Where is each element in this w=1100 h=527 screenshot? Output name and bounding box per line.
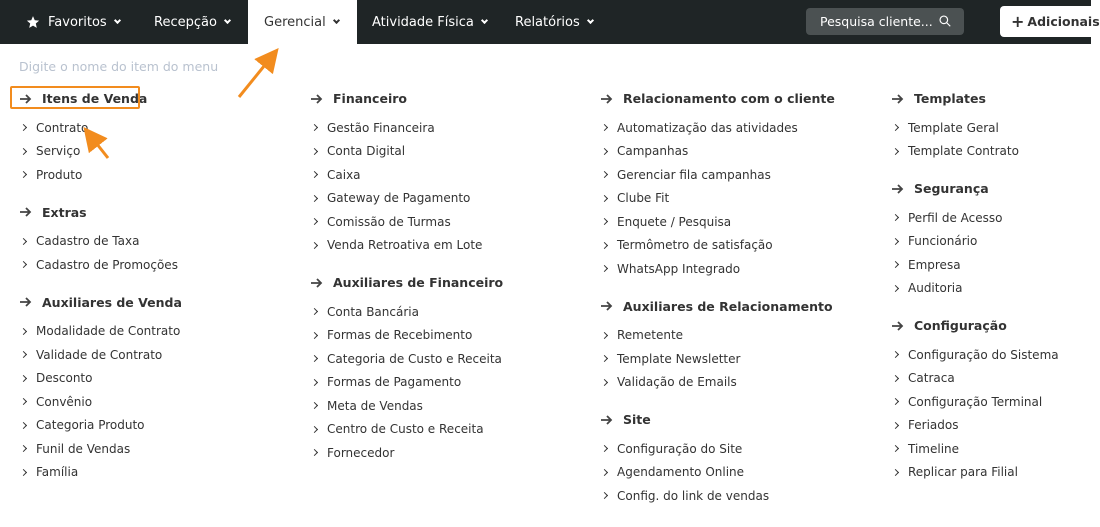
menu-item-label: Auditoria xyxy=(908,281,963,296)
menu-item-desconto[interactable] xyxy=(19,367,182,391)
chevron-right-icon xyxy=(20,469,27,476)
section-title xyxy=(310,273,503,292)
chevron-down-icon xyxy=(333,16,340,23)
section-title xyxy=(19,293,182,312)
menu-item-label: Campanhas xyxy=(617,144,689,159)
menu-item-label: WhatsApp Integrado xyxy=(617,261,741,276)
section-title-label: Auxiliares de Relacionamento xyxy=(623,298,833,314)
chevron-down-icon xyxy=(114,16,121,23)
menu-section-relacionamento-com-o-cliente xyxy=(600,89,835,281)
menu-item-conta-bancaria[interactable] xyxy=(310,300,503,324)
chevron-right-icon xyxy=(601,469,608,476)
nav-relatorios-label: Relatórios xyxy=(515,14,580,30)
chevron-down-icon xyxy=(587,16,594,23)
chevron-right-icon xyxy=(311,124,318,131)
chevron-right-icon xyxy=(311,242,318,249)
menu-section-configuracao xyxy=(891,316,1059,484)
nav-atividade-label: Atividade Física xyxy=(372,14,474,30)
chevron-right-icon xyxy=(20,422,27,429)
section-title-label: Auxiliares de Venda xyxy=(42,294,182,310)
chevron-right-icon xyxy=(601,379,608,386)
menu-column-4 xyxy=(891,89,1059,500)
chevron-right-icon xyxy=(311,218,318,225)
menu-item-servico[interactable] xyxy=(19,140,182,164)
menu-item-meta-de-vendas[interactable] xyxy=(310,394,503,418)
section-title-label: Configuração xyxy=(914,318,1007,333)
arrow-right-icon xyxy=(310,94,323,104)
chevron-right-icon xyxy=(892,238,899,245)
menu-item-conta-digital[interactable] xyxy=(310,140,503,164)
menu-item-categoria-produto[interactable] xyxy=(19,414,182,438)
menu-item-label: Feriados xyxy=(908,418,959,433)
menu-item-label: Comissão de Turmas xyxy=(327,214,451,229)
section-title xyxy=(19,89,182,108)
chevron-right-icon xyxy=(892,398,899,405)
nav-recepcao-label: Recepção xyxy=(154,14,217,30)
menu-item-label: Formas de Pagamento xyxy=(327,375,462,390)
chevron-right-icon xyxy=(892,469,899,476)
nav-atividade-fisica[interactable] xyxy=(372,0,487,44)
menu-item-label: Gerenciar fila campanhas xyxy=(617,167,771,182)
menu-item-campanhas[interactable] xyxy=(600,140,835,164)
menu-section-seguranca xyxy=(891,179,1059,300)
chevron-right-icon xyxy=(892,261,899,268)
menu-item-clube-fit[interactable] xyxy=(600,187,835,211)
menu-item-auditoria[interactable] xyxy=(891,277,1059,301)
menu-item-label: Cadastro de Taxa xyxy=(36,234,140,249)
menu-item-configuracao-terminal[interactable] xyxy=(891,390,1059,414)
chevron-right-icon xyxy=(20,124,27,131)
chevron-right-icon xyxy=(311,308,318,315)
chevron-right-icon xyxy=(601,355,608,362)
menu-item-label: Funcionário xyxy=(908,234,978,249)
menu-column-2 xyxy=(310,89,503,481)
menu-item-cadastro-de-taxa[interactable] xyxy=(19,230,182,254)
menu-item-gerenciar-fila-campanhas[interactable] xyxy=(600,163,835,187)
menu-item-replicar-para-filial[interactable] xyxy=(891,461,1059,485)
client-search-placeholder: Pesquisa cliente... xyxy=(820,14,933,29)
chevron-right-icon xyxy=(20,398,27,405)
menu-item-venda-retroativa-em-lote[interactable] xyxy=(310,234,503,258)
nav-favoritos[interactable] xyxy=(26,0,120,44)
chevron-right-icon xyxy=(20,375,27,382)
menu-item-label: Centro de Custo e Receita xyxy=(327,422,484,437)
menu-section-extras xyxy=(19,203,182,277)
adicionais-button[interactable] xyxy=(1000,6,1100,37)
menu-item-configuracao-do-sistema[interactable] xyxy=(891,343,1059,367)
menu-item-empresa[interactable] xyxy=(891,253,1059,277)
menu-item-label: Empresa xyxy=(908,257,961,272)
menu-section-itens-de-venda xyxy=(19,89,182,187)
search-icon[interactable] xyxy=(938,14,952,28)
menu-item-label: Desconto xyxy=(36,371,93,386)
arrow-right-icon xyxy=(600,415,613,425)
chevron-right-icon xyxy=(601,148,608,155)
arrow-right-icon xyxy=(891,94,904,104)
section-title-label: Auxiliares de Financeiro xyxy=(333,275,504,290)
menu-item-label: Caixa xyxy=(327,167,361,182)
chevron-right-icon xyxy=(892,445,899,452)
nav-gerencial[interactable] xyxy=(248,0,357,44)
section-title-label: Site xyxy=(623,412,651,427)
chevron-right-icon xyxy=(311,195,318,202)
chevron-right-icon xyxy=(601,332,608,339)
menu-item-config-do-link-de-vendas[interactable] xyxy=(600,484,835,508)
menu-item-label: Remetente xyxy=(617,328,684,343)
chevron-right-icon xyxy=(311,402,318,409)
chevron-right-icon xyxy=(20,351,27,358)
menu-item-label: Validade de Contrato xyxy=(36,347,163,362)
menu-item-label: Fornecedor xyxy=(327,445,395,460)
chevron-right-icon xyxy=(601,242,608,249)
menu-item-label: Enquete / Pesquisa xyxy=(617,214,732,229)
menu-item-configuracao-do-site[interactable] xyxy=(600,437,835,461)
chevron-down-icon xyxy=(481,16,488,23)
menu-item-funcionario[interactable] xyxy=(891,230,1059,254)
menu-item-gestao-financeira[interactable] xyxy=(310,116,503,140)
chevron-right-icon xyxy=(311,332,318,339)
menu-section-auxiliares-de-relacionamento xyxy=(600,297,835,395)
chevron-right-icon xyxy=(311,426,318,433)
chevron-right-icon xyxy=(311,355,318,362)
menu-item-timeline[interactable] xyxy=(891,437,1059,461)
arrow-right-icon xyxy=(600,301,613,311)
menu-section-templates xyxy=(891,89,1059,163)
section-title-label: Itens de Venda xyxy=(42,91,148,106)
menu-item-label: Termômetro de satisfação xyxy=(617,238,773,253)
menu-item-label: Catraca xyxy=(908,371,955,386)
menu-section-auxiliares-de-venda xyxy=(19,293,182,485)
menu-search-input[interactable]: Digite o nome do item do menu xyxy=(19,59,219,74)
section-title xyxy=(891,179,1059,198)
menu-item-label: Configuração do Sistema xyxy=(908,347,1059,362)
menu-item-formas-de-pagamento[interactable] xyxy=(310,371,503,395)
section-title xyxy=(600,297,835,316)
menu-item-label: Template Contrato xyxy=(908,144,1019,159)
chevron-right-icon xyxy=(20,148,27,155)
menu-item-formas-de-recebimento[interactable] xyxy=(310,324,503,348)
adicionais-label: Adicionais xyxy=(1027,14,1100,29)
section-title-label: Financeiro xyxy=(333,91,407,106)
chevron-right-icon xyxy=(601,265,608,272)
menu-item-produto[interactable] xyxy=(19,163,182,187)
menu-item-label: Clube Fit xyxy=(617,191,670,206)
arrow-right-icon xyxy=(19,94,32,104)
menu-section-auxiliares-de-financeiro xyxy=(310,273,503,465)
menu-item-caixa[interactable] xyxy=(310,163,503,187)
menu-item-validacao-de-emails[interactable] xyxy=(600,371,835,395)
arrow-right-icon xyxy=(19,207,32,217)
menu-item-feriados[interactable] xyxy=(891,414,1059,438)
menu-item-label: Configuração Terminal xyxy=(908,394,1043,409)
menu-item-label: Conta Digital xyxy=(327,144,406,159)
arrow-right-icon xyxy=(600,94,613,104)
menu-item-label: Venda Retroativa em Lote xyxy=(327,238,483,253)
section-title-label: Extras xyxy=(42,204,87,220)
star-icon xyxy=(26,15,40,29)
menu-item-familia[interactable] xyxy=(19,461,182,485)
nav-relatorios[interactable] xyxy=(515,0,593,44)
menu-item-remetente[interactable] xyxy=(600,324,835,348)
arrow-right-icon xyxy=(891,184,904,194)
arrow-right-icon xyxy=(19,297,32,307)
section-title-label: Segurança xyxy=(914,181,989,196)
menu-section-financeiro xyxy=(310,89,503,257)
menu-item-cadastro-de-promocoes[interactable] xyxy=(19,253,182,277)
chevron-right-icon xyxy=(601,124,608,131)
menu-item-label: Produto xyxy=(36,167,83,182)
menu-item-label: Meta de Vendas xyxy=(327,398,423,413)
menu-item-fornecedor[interactable] xyxy=(310,441,503,465)
menu-item-modalidade-de-contrato[interactable] xyxy=(19,320,182,344)
section-title xyxy=(891,89,1059,108)
menu-item-label: Conta Bancária xyxy=(327,304,419,319)
section-title xyxy=(600,410,835,429)
menu-item-validade-de-contrato[interactable] xyxy=(19,343,182,367)
chevron-right-icon xyxy=(20,445,27,452)
menu-item-comissao-de-turmas[interactable] xyxy=(310,210,503,234)
nav-favoritos-label: Favoritos xyxy=(48,14,107,30)
chevron-right-icon xyxy=(311,449,318,456)
arrow-right-icon xyxy=(310,278,323,288)
menu-item-catraca[interactable] xyxy=(891,367,1059,391)
menu-item-label: Automatização das atividades xyxy=(617,120,798,135)
menu-item-convenio[interactable] xyxy=(19,390,182,414)
plus-icon: + xyxy=(1011,12,1025,31)
menu-item-whatsapp-integrado[interactable] xyxy=(600,257,835,281)
section-title xyxy=(600,89,835,108)
chevron-right-icon xyxy=(892,375,899,382)
menu-item-enquete-pesquisa[interactable] xyxy=(600,210,835,234)
section-title xyxy=(310,89,503,108)
menu-item-label: Template Newsletter xyxy=(617,351,741,366)
chevron-right-icon xyxy=(601,445,608,452)
chevron-right-icon xyxy=(892,285,899,292)
menu-item-label: Template Geral xyxy=(908,120,999,135)
chevron-right-icon xyxy=(601,195,608,202)
menu-item-label: Validação de Emails xyxy=(617,375,737,390)
menu-item-label: Funil de Vendas xyxy=(36,441,131,456)
chevron-right-icon xyxy=(311,379,318,386)
menu-item-label: Serviço xyxy=(36,144,81,159)
menu-column-1 xyxy=(19,89,182,500)
nav-gerencial-label: Gerencial xyxy=(264,14,326,30)
menu-item-contrato[interactable] xyxy=(19,116,182,140)
chevron-right-icon xyxy=(892,148,899,155)
menu-item-label: Replicar para Filial xyxy=(908,465,1018,480)
menu-item-label: Família xyxy=(36,465,79,480)
chevron-right-icon xyxy=(20,328,27,335)
chevron-right-icon xyxy=(601,218,608,225)
arrow-annotation xyxy=(239,55,273,97)
section-title-label: Relacionamento com o cliente xyxy=(623,91,835,106)
section-title xyxy=(891,316,1059,335)
menu-item-label: Gateway de Pagamento xyxy=(327,191,471,206)
chevron-right-icon xyxy=(20,238,27,245)
chevron-right-icon xyxy=(20,171,27,178)
chevron-right-icon xyxy=(601,171,608,178)
menu-item-label: Perfil de Acesso xyxy=(908,210,1003,225)
menu-item-template-contrato[interactable] xyxy=(891,140,1059,164)
menu-item-label: Modalidade de Contrato xyxy=(36,324,181,339)
menu-item-label: Cadastro de Promoções xyxy=(36,257,178,272)
chevron-right-icon xyxy=(892,214,899,221)
menu-item-label: Configuração do Site xyxy=(617,441,743,456)
menu-item-automatizacao-das-atividades[interactable] xyxy=(600,116,835,140)
menu-item-gateway-de-pagamento[interactable] xyxy=(310,187,503,211)
section-title-label: Templates xyxy=(914,91,986,106)
top-navbar xyxy=(0,0,1100,44)
menu-item-label: Timeline xyxy=(908,441,960,456)
section-title xyxy=(19,203,182,222)
menu-item-agendamento-online[interactable] xyxy=(600,461,835,485)
chevron-right-icon xyxy=(311,171,318,178)
chevron-right-icon xyxy=(892,422,899,429)
menu-column-3 xyxy=(600,89,835,524)
chevron-right-icon xyxy=(311,148,318,155)
menu-item-label: Agendamento Online xyxy=(617,465,745,480)
menu-item-categoria-de-custo-e-receita[interactable] xyxy=(310,347,503,371)
menu-item-termometro-de-satisfacao[interactable] xyxy=(600,234,835,258)
nav-recepcao[interactable] xyxy=(154,0,230,44)
menu-item-label: Config. do link de vendas xyxy=(617,488,770,503)
client-search-input[interactable] xyxy=(806,8,964,35)
menu-item-template-newsletter[interactable] xyxy=(600,347,835,371)
menu-item-label: Categoria Produto xyxy=(36,418,145,433)
menu-item-label: Gestão Financeira xyxy=(327,120,435,135)
arrow-right-icon xyxy=(891,321,904,331)
chevron-right-icon xyxy=(892,351,899,358)
chevron-right-icon xyxy=(20,261,27,268)
menu-item-perfil-de-acesso[interactable] xyxy=(891,206,1059,230)
menu-item-funil-de-vendas[interactable] xyxy=(19,437,182,461)
menu-item-label: Contrato xyxy=(36,120,89,135)
menu-item-template-geral[interactable] xyxy=(891,116,1059,140)
chevron-right-icon xyxy=(601,492,608,499)
menu-section-site xyxy=(600,410,835,508)
menu-item-centro-de-custo-e-receita[interactable] xyxy=(310,418,503,442)
menu-item-label: Categoria de Custo e Receita xyxy=(327,351,502,366)
menu-item-label: Convênio xyxy=(36,394,93,409)
menu-item-label: Formas de Recebimento xyxy=(327,328,473,343)
chevron-right-icon xyxy=(892,124,899,131)
chevron-down-icon xyxy=(224,16,231,23)
